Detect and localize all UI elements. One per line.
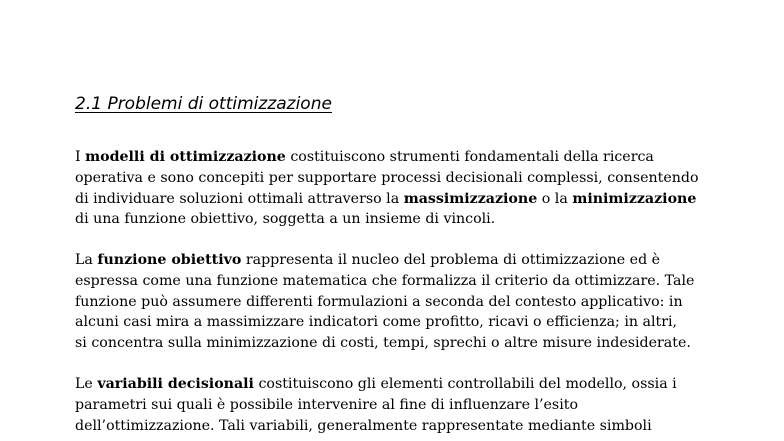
text-run: espressa come una funzione matematica che formalizza il criterio da ottimizzare. Tale <box>75 272 695 289</box>
paragraph-variabili-decisionali <box>75 374 677 436</box>
text-line <box>75 416 677 437</box>
text-run: di individuare soluzioni ottimali attraverso la <box>75 190 404 207</box>
text-run: si concentra sulla minimizzazione di costi, tempi, sprechi o altre misure indesiderate. <box>75 335 691 352</box>
bold-term: funzione obiettivo <box>97 252 242 268</box>
text-line <box>75 209 699 230</box>
text-run: di una funzione obiettivo, soggetta a un insieme di vincoli. <box>75 211 496 228</box>
text-line <box>75 147 699 168</box>
text-run: o la <box>537 190 573 207</box>
text-run: Le <box>75 376 98 392</box>
text-line <box>75 271 694 292</box>
text-run: costituiscono gli elementi controllabili del modello, ossia i <box>253 376 677 392</box>
text-line <box>75 250 694 271</box>
text-line <box>75 395 677 416</box>
bold-term: massimizzazione <box>403 190 538 207</box>
text-run: operativa e sono concepiti per supportare processi decisionali complessi, consentendo <box>75 169 699 186</box>
bold-term: minimizzazione <box>572 190 697 207</box>
text-line <box>75 189 699 210</box>
text-line <box>75 312 694 333</box>
bold-term: variabili decisionali <box>97 376 254 392</box>
text-run: La <box>75 252 98 268</box>
text-line <box>75 168 699 189</box>
section-heading: 2.1 Problemi di ottimizzazione <box>75 94 332 114</box>
text-run: funzione può assumere differenti formulazioni a seconda del contesto applicativo: in <box>75 293 683 310</box>
text-line <box>75 374 677 395</box>
paragraph-funzione-obiettivo <box>75 250 694 354</box>
paragraph-modelli <box>75 147 699 230</box>
text-line <box>75 292 694 313</box>
text-run: rappresenta il nucleo del problema di ottimizzazione ed è <box>241 252 661 268</box>
text-run: parametri sui quali è possibile intervenire al fine di influenzare l’esito <box>75 396 578 413</box>
text-line <box>75 333 694 354</box>
text-run: alcuni casi mira a massimizzare indicatori come profitto, ricavi o efficienza; in altri, <box>75 314 678 331</box>
bold-term: modelli di ottimizzazione <box>85 149 286 165</box>
text-run: I <box>75 149 86 165</box>
text-run: costituiscono strumenti fondamentali della ricerca <box>285 149 654 165</box>
text-run: dell’ottimizzazione. Tali variabili, generalmente rappresentate mediante simboli <box>75 417 652 434</box>
